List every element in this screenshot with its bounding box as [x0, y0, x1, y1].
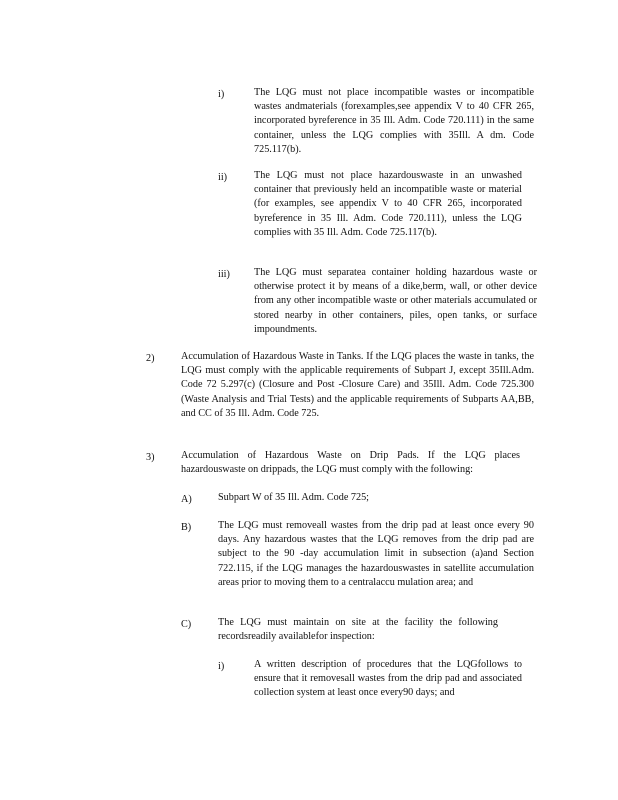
list-item-number: 2): [146, 353, 155, 364]
list-item-number: 3): [146, 452, 155, 463]
list-item-text: The LQG must removeall wastes from the drip pad at least once every 90 days. Any hazardous wastes that the LQG removes from the drip pad are subject to the 90 -day accumulation limit in subsection (a)and Section 722.115, if the LQG manages the hazardouswastes in satellite accumulation areas prior to moving them to a centralaccu mulation area; and: [218, 520, 534, 588]
list-item-text: The LQG must maintain on site at the facility the following recordsreadily availablefor inspection:: [218, 617, 498, 643]
list-item-text: A written description of procedures that the LQGfollows to ensure that it removesall wastes from the drip pad and associated collection system at least once every90 days; and: [254, 659, 522, 699]
list-item-text: Accumulation of Hazardous Waste in Tanks. If the LQG places the waste in tanks, the LQG must comply with the applicable requirements of Subpart J, except 35Ill.Adm. Code 72 5.297(c) (Closure and Post -Closure Care) and 35Ill. Adm. Code 725.300 (Waste Analysis and Trial Tests) and the applicable requirements of Subparts AA,BB, and CC of 35 Ill. Adm. Code 725.: [181, 351, 534, 419]
list-item-text: Subpart W of 35 Ill. Adm. Code 725;: [218, 492, 370, 503]
list-item-number: i): [218, 89, 225, 100]
list-item-text: The LQG must not place hazardouswaste in an unwashed container that previously held an incompatible waste or material (for examples, see appendix V to 40 CFR 265, incorporated byreference in 35 Ill. Adm. Code 720.111), unless the LQG complies with 35 Ill. Adm. Code 725.117(b).: [254, 170, 522, 238]
list-item-text: The LQG must not place incompatible wastes or incompatible wastes andmaterials (forexamples,see appendix V to 40 CFR 265, incorporated byreference in 35 Ill. Adm. Code 720.111) in the same container, unless the LQG complies with 35Ill. A dm. Code 725.117(b).: [254, 87, 534, 155]
list-item-text: Accumulation of Hazardous Waste on Drip Pads. If the LQG places hazardouswaste on drippads, the LQG must comply with the following:: [181, 450, 520, 476]
list-item-number: iii): [218, 269, 230, 280]
list-item-number: A): [181, 494, 192, 505]
list-item-number: ii): [218, 172, 228, 183]
list-item-text: The LQG must separatea container holding hazardous waste or otherwise protect it by means of a dike,berm, wall, or other device from any other incompatible waste or other materials accumulated or stored nearby in other containers, piles, open tanks, or surface impoundments.: [254, 267, 537, 335]
list-item-number: B): [181, 522, 192, 533]
list-item-number: C): [181, 619, 192, 630]
list-item-number: i): [218, 661, 225, 672]
